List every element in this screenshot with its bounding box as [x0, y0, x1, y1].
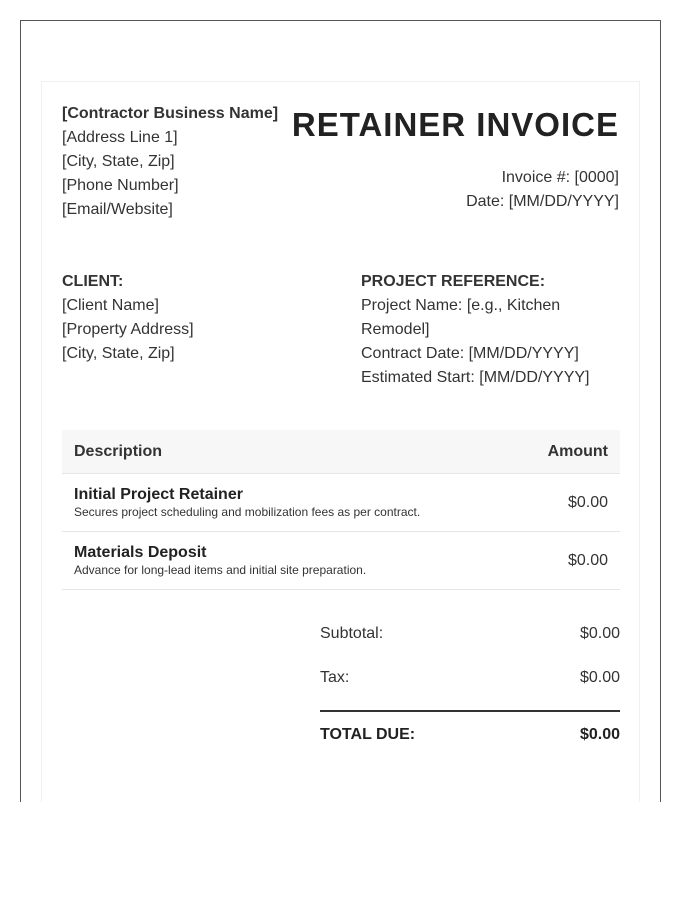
contractor-phone: [Phone Number]	[62, 177, 179, 194]
subtotal-value: $0.00	[579, 625, 620, 642]
tax-row	[320, 666, 620, 710]
invoice-page	[41, 81, 640, 802]
totals-block	[320, 622, 620, 747]
table-row	[62, 474, 620, 532]
contractor-info	[62, 102, 302, 222]
client-name: [Client Name]	[62, 297, 159, 314]
item-title: Materials Deposit	[74, 543, 207, 561]
total-due-label: TOTAL DUE:	[320, 726, 416, 743]
invoice-meta	[466, 166, 619, 214]
item-amount: $0.00	[516, 532, 620, 590]
invoice-title: RETAINER INVOICE	[291, 106, 619, 143]
subtotal-row	[320, 622, 620, 666]
tax-value: $0.00	[579, 669, 620, 686]
line-items-table	[62, 430, 620, 590]
client-heading: CLIENT:	[62, 273, 124, 290]
item-description: Advance for long-lead items and initial site preparation.	[74, 562, 367, 577]
tax-label: Tax:	[320, 669, 350, 686]
client-city-state-zip: [City, State, Zip]	[62, 345, 175, 362]
project-name: Project Name: [e.g., Kitchen Remodel]	[361, 297, 561, 338]
subtotal-label: Subtotal:	[320, 625, 384, 642]
table-header-row	[62, 430, 620, 474]
description-header: Description	[62, 430, 516, 474]
item-description: Secures project scheduling and mobilization fees as per contract.	[74, 504, 421, 519]
project-heading: PROJECT REFERENCE:	[361, 273, 546, 290]
project-block	[361, 270, 621, 390]
table-row	[62, 532, 620, 590]
contractor-address: [Address Line 1]	[62, 129, 178, 146]
contractor-city-state-zip: [City, State, Zip]	[62, 153, 175, 170]
total-due-row	[320, 723, 620, 747]
total-due-value: $0.00	[579, 726, 620, 743]
totals-divider	[320, 710, 620, 712]
invoice-date: Date: [MM/DD/YYYY]	[466, 193, 619, 210]
amount-header: Amount	[516, 430, 620, 474]
item-cell	[62, 532, 516, 590]
item-title: Initial Project Retainer	[74, 485, 243, 503]
contractor-name: [Contractor Business Name]	[62, 105, 279, 122]
contractor-email-website: [Email/Website]	[62, 201, 173, 218]
project-contract-date: Contract Date: [MM/DD/YYYY]	[361, 345, 579, 362]
item-amount: $0.00	[516, 474, 620, 532]
client-block	[62, 270, 322, 366]
client-property-address: [Property Address]	[62, 321, 194, 338]
item-cell	[62, 474, 516, 532]
invoice-number: Invoice #: [0000]	[501, 169, 619, 186]
project-estimated-start: Estimated Start: [MM/DD/YYYY]	[361, 369, 590, 386]
